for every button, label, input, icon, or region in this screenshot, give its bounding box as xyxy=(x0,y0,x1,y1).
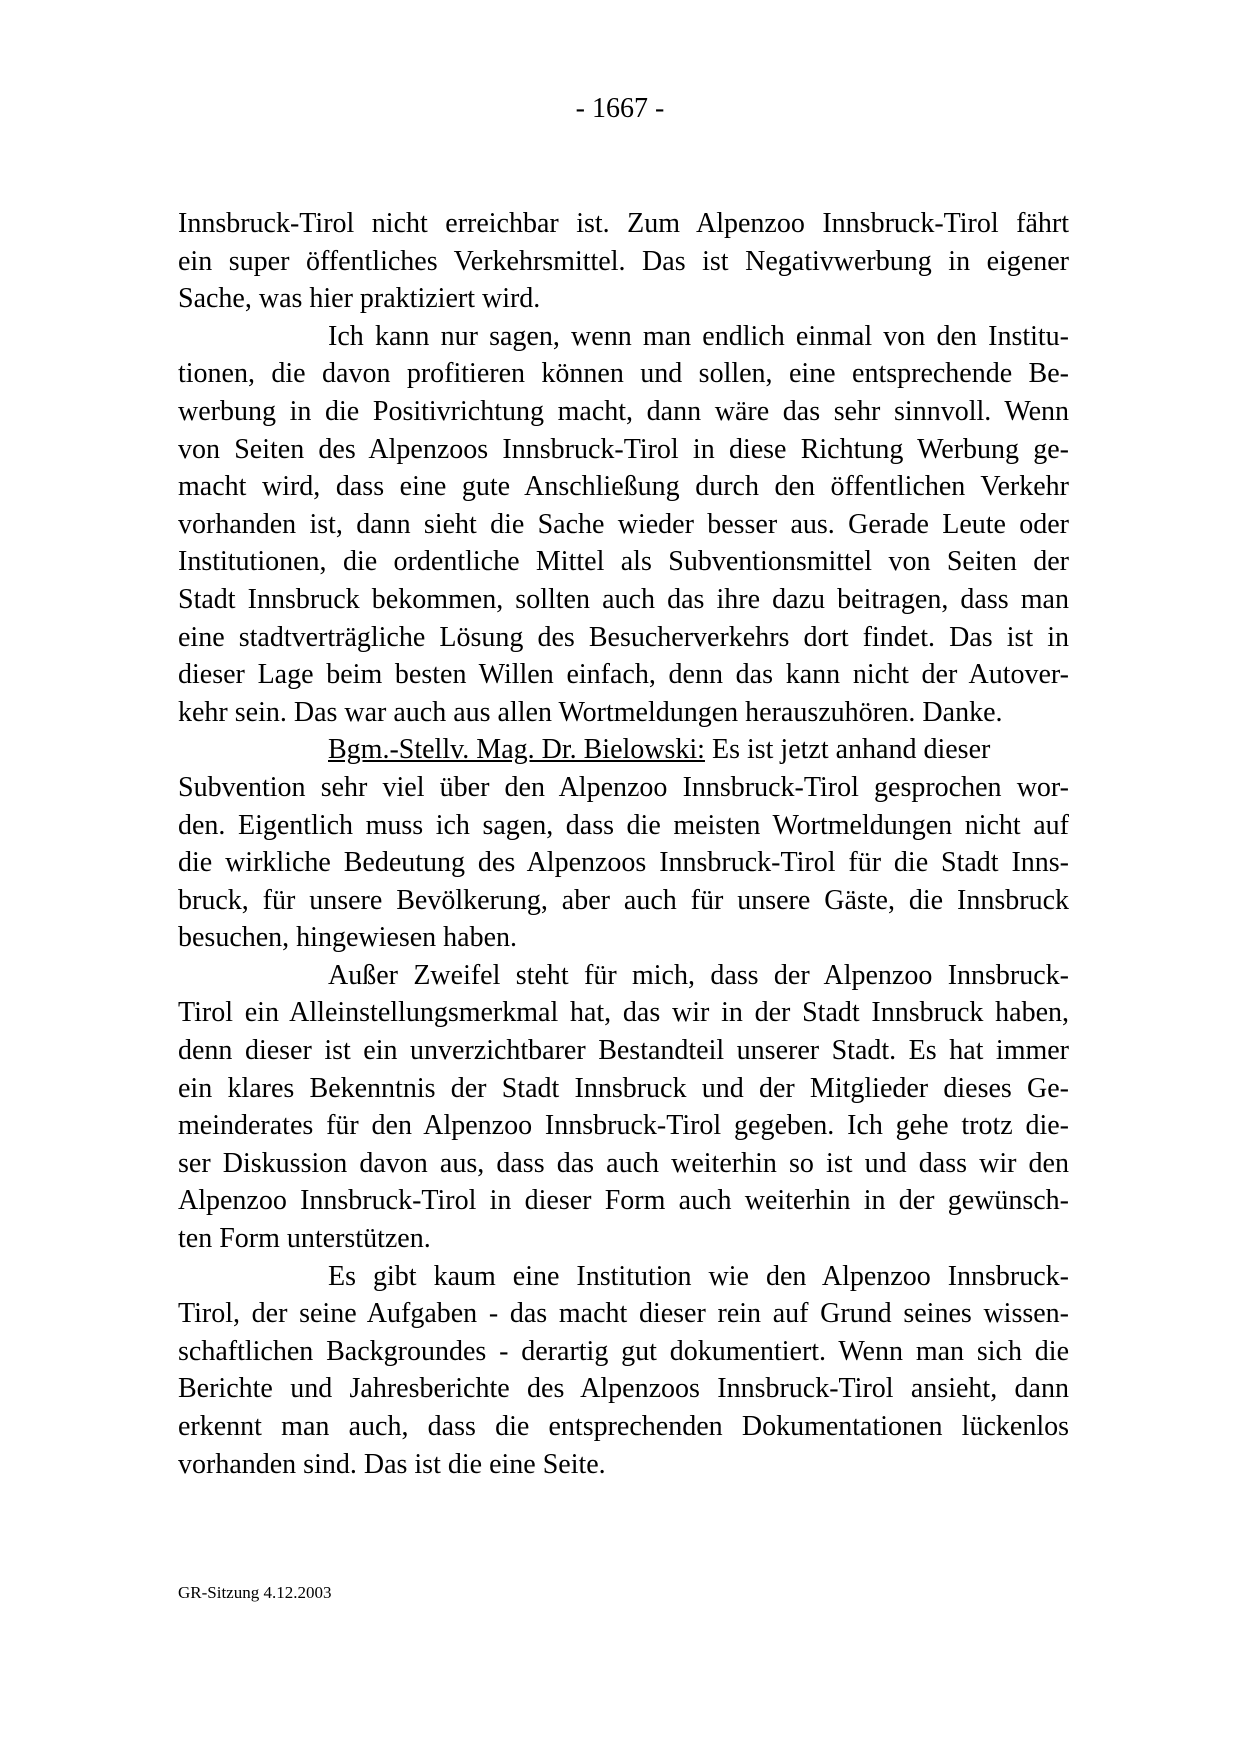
text-line: Alpenzoo Innsbruck-Tirol in dieser Form auch weiterhin in der gewünsch- xyxy=(178,1185,1069,1217)
text-line: Stadt Innsbruck bekommen, sollten auch das ihre dazu beitragen, dass man xyxy=(178,583,1069,615)
page-number: - 1667 - xyxy=(575,93,665,124)
text-line: Außer Zweifel steht für mich, dass der Alpenzoo Innsbruck- xyxy=(328,959,1069,991)
speaker-name: Bgm.-Stellv. Mag. Dr. Bielowski: xyxy=(328,734,705,766)
text-line: dieser Lage beim besten Willen einfach, denn das kann nicht der Autover- xyxy=(178,659,1069,691)
text-line: Institutionen, die ordentliche Mittel als Subventionsmittel von Seiten der xyxy=(178,546,1069,578)
footer-session-date: GR-Sitzung 4.12.2003 xyxy=(178,1583,332,1602)
paragraph xyxy=(178,205,1069,318)
text-line: ten Form unterstützen. xyxy=(178,1223,431,1255)
text-line: Tirol, der seine Aufgaben - das macht dieser rein auf Grund seines wissen- xyxy=(178,1298,1069,1330)
text-line: Ich kann nur sagen, wenn man endlich einmal von den Institu- xyxy=(328,320,1069,352)
text-line: Innsbruck-Tirol nicht erreichbar ist. Zum Alpenzoo Innsbruck-Tirol fährt xyxy=(178,208,1069,239)
text-line: denn dieser ist ein unverzichtbarer Bestandteil unserer Stadt. Es hat immer xyxy=(178,1035,1069,1067)
text-line: Sache, was hier praktiziert wird. xyxy=(178,283,541,315)
text-line: ein klares Bekenntnis der Stadt Innsbruck und der Mitglieder dieses Ge- xyxy=(178,1072,1069,1104)
paragraph xyxy=(178,957,1069,1258)
paragraph xyxy=(178,318,1069,732)
text-line: macht wird, dass eine gute Anschließung durch den öffentlichen Verkehr xyxy=(178,471,1069,503)
text-line: meinderates für den Alpenzoo Innsbruck-Tirol gegeben. Ich gehe trotz die- xyxy=(178,1110,1069,1142)
paragraph xyxy=(178,731,1069,957)
text-line: vorhanden sind. Das ist die eine Seite. xyxy=(178,1448,606,1480)
text-line: Tirol ein Alleinstellungsmerkmal hat, das wir in der Stadt Innsbruck haben, xyxy=(178,997,1069,1029)
text-line: den. Eigentlich muss ich sagen, dass die meisten Wortmeldungen nicht auf xyxy=(178,809,1069,841)
document-body xyxy=(178,205,1069,1483)
text-line: vorhanden ist, dann sieht die Sache wieder besser aus. Gerade Leute oder xyxy=(178,508,1069,540)
text-line: von Seiten des Alpenzoos Innsbruck-Tirol in diese Richtung Werbung ge- xyxy=(178,433,1069,465)
text-line: Subvention sehr viel über den Alpenzoo Innsbruck-Tirol gesprochen wor- xyxy=(178,771,1069,803)
text-line: tionen, die davon profitieren können und sollen, eine entsprechende Be- xyxy=(178,358,1069,390)
text-line: erkennt man auch, dass die entsprechenden Dokumentationen lückenlos xyxy=(178,1411,1069,1442)
text-line: besuchen, hingewiesen haben. xyxy=(178,922,517,954)
text-line: kehr sein. Das war auch aus allen Wortmeldungen herauszuhören. Danke. xyxy=(178,696,1003,728)
text-line: ser Diskussion davon aus, dass das auch weiterhin so ist und dass wir den xyxy=(178,1147,1069,1179)
text-line: Berichte und Jahresberichte des Alpenzoos Innsbruck-Tirol ansieht, dann xyxy=(178,1373,1069,1405)
speaker-line-text: Es ist jetzt anhand dieser xyxy=(704,734,991,766)
text-line: eine stadtverträgliche Lösung des Besucherverkehrs dort findet. Das ist in xyxy=(178,621,1069,653)
text-line: die wirkliche Bedeutung des Alpenzoos Innsbruck-Tirol für die Stadt Inns- xyxy=(178,847,1069,879)
text-line: bruck, für unsere Bevölkerung, aber auch für unsere Gäste, die Innsbruck xyxy=(178,884,1069,916)
speaker-line xyxy=(178,731,1069,769)
text-line: Es gibt kaum eine Institution wie den Alpenzoo Innsbruck- xyxy=(328,1260,1069,1292)
text-line: ein super öffentliches Verkehrsmittel. Das ist Negativwerbung in eigener xyxy=(178,245,1069,277)
paragraph xyxy=(178,1258,1069,1484)
text-line: schaftlichen Backgroundes - derartig gut dokumentiert. Wenn man sich die xyxy=(178,1335,1069,1367)
text-line: werbung in die Positivrichtung macht, dann wäre das sehr sinnvoll. Wenn xyxy=(178,395,1069,427)
